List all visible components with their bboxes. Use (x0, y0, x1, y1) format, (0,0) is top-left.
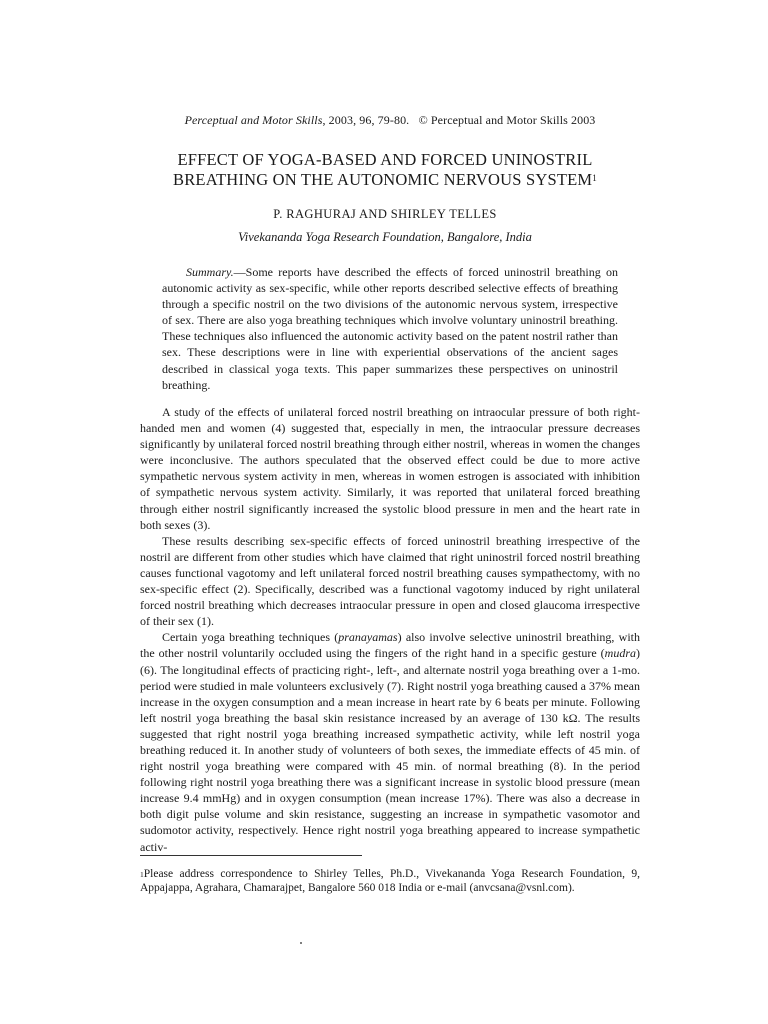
term-mudra: mudra (604, 646, 636, 661)
p3-text-a: Certain yoga breathing techniques ( (162, 630, 339, 645)
journal-volume-pages: , 2003, 96, 79-80. (322, 113, 410, 127)
footnote-mark: 1 (140, 870, 144, 879)
title-line-2-text: BREATHING ON THE AUTONOMIC NERVOUS SYSTEM (173, 170, 593, 189)
title-line-1: EFFECT OF YOGA-BASED AND FORCED UNINOSTRIL (177, 150, 593, 169)
body-paragraph-2: These results describing sex-specific effects of forced uninostril breathing irrespective of the nostril are different from other studies which have claimed that right uninostril forced nostril breathing causes functional vagotomy and left unilateral forced nostril breathing causes sympathectomy, with no sex-specific effect (2). Specifically, described was a functional vagotomy induced by right unilateral forced nostril breathing which decreases intraocular pressure in open and closed glaucoma irrespective of their sex (1). (140, 533, 640, 629)
article-title (120, 150, 650, 190)
footnote (140, 868, 640, 895)
authors: P. RAGHURAJ AND SHIRLEY TELLES (273, 207, 497, 221)
summary-lead: Summary. (186, 265, 234, 279)
body-paragraph-1: A study of the effects of unilateral forced nostril breathing on intraocular pressure of both right-handed men and women (4) suggested that, especially in men, the intraocular pressure decreases significantly by unilateral forced nostril breathing through either nostril, whereas in women the changes were inconclusive. The authors speculated that the observed effect could be due to more active sympathetic nervous system activity in men, whereas in women estrogen is associated with inhibition of sympathetic nervous system activity. Similarly, it was reported that unilateral forced breathing through either nostril significantly increased the systolic blood pressure in men and the heart rate in both sexes (3). (140, 405, 640, 532)
journal-name: Perceptual and Motor Skills (184, 113, 323, 127)
title-line-2 (120, 170, 650, 190)
title-footnote-mark: 1 (592, 173, 597, 183)
p3-text-b: ) also involve selective uninostril breathing, with the other nostril voluntarily occluded using the fingers of the right hand in a specific gesture ( (140, 630, 640, 661)
copyright-notice: © Perceptual and Motor Skills 2003 (418, 113, 596, 127)
footnote-divider (140, 855, 362, 856)
term-pranayamas: pranayamas (338, 630, 398, 645)
footnote-text: Please address correspondence to Shirley Telles, Ph.D., Vivekananda Yoga Research Foundation, 9, Appajappa, Agrahara, Chamarajpet, Bangalore 560 018 India or e-mail (anvcsana@vsnl.com). (140, 868, 640, 894)
journal-citation (140, 113, 640, 128)
article-body (140, 404, 640, 855)
affiliation: Vivekananda Yoga Research Foundation, Bangalore, India (238, 230, 532, 244)
p3-text-c: ) (6). The longitudinal effects of practicing right-, left-, and alternate nostril yoga breathing over a 1-mo. period were studied in male volunteers exclusively (7). Right nostril yoga breathing caused a 37% mean increase in the oxygen consumption and a mean increase in heart rate by 6 beats per minute. Following left nostril yoga breathing the basal skin resistance increased by an average of 130 kΩ. The results suggested that right nostril yoga breathing increased sympathetic activity, while left nostril yoga breathing reduced it. In another study of volunteers of both sexes, the immediate effects of 45 min. of right nostril yoga breathing were compared with 45 min. of normal breathing (8). In the period following right nostril yoga breathing there was a significant increase in systolic blood pressure (mean increase 9.4 mmHg) and in oxygen consumption (mean increase 17%). There was also a decrease in both digit pulse volume and skin resistance, suggesting an increase in sympathetic vasomotor and sudomotor activity, respectively. Hence right nostril yoga breathing appeared to increase sympathetic activ- (140, 646, 640, 854)
summary-abstract (162, 264, 618, 393)
scan-speck (300, 942, 302, 944)
body-paragraph-3 (140, 629, 640, 854)
summary-text: —Some reports have described the effects of forced uninostril breathing on autonomic activity as sex-specific, while other reports described selective effects of breathing through a specific nostril on the two divisions of the autonomic nervous system, irrespective of sex. There are also yoga breathing techniques which involve voluntary uninostril breathing. These techniques also influenced the autonomic activity based on the patent nostril rather than sex. These descriptions were in line with experiential observations of the ancient sages described in classical yoga texts. This paper summarizes these perspectives on uninostril breathing. (162, 265, 618, 392)
